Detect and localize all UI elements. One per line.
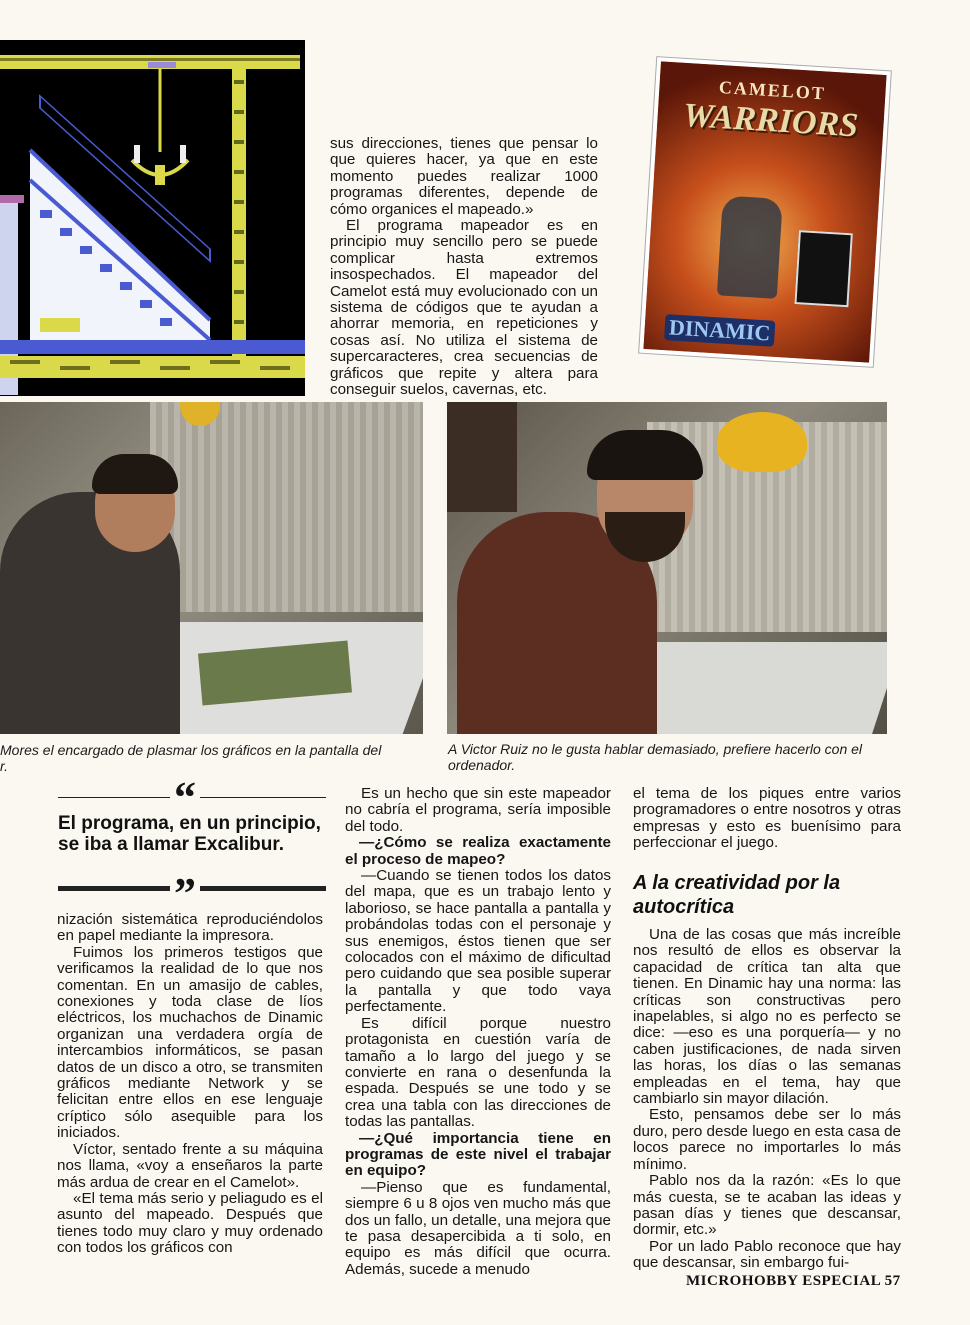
paragraph: «El tema más serio y peliagudo es el asunto del mapeado. Después que tienes todo muy claro y muy ordenado con todos los gráficos con — [57, 1189, 323, 1257]
paragraph: Víctor, sentado frente a su máquina nos llama, «voy a enseñaros la parte más ardua de crear en el Camelot». — [57, 1140, 323, 1191]
game-screenshot — [0, 40, 305, 396]
paragraph: Es un hecho que sin este mapeador no cabría el programa, sería imposible del todo. — [345, 785, 611, 835]
top-text-column — [330, 136, 598, 399]
game-screen-graphic — [0, 40, 305, 396]
paragraph: Una de las cosas que más increíble nos resultó de ellos es observar la capacidad de crítica tan alta que tienen. En Dinamic hay una norma: las críticas son constructivas pero inapelables, si algo no es perfecto se dice: —eso es una porquería— y no caben justificaciones, de nada sirven las horas, los días o las semanas empleadas en el tema, hay que cambiarlo sin mayor dilación. — [633, 926, 901, 1108]
interview-question: —¿Cómo se realiza exactamente el proceso de mapeo? — [345, 834, 611, 868]
paragraph: —Pienso que es fundamental, siempre 6 u 8 ojos ven mucho más que dos un fallo, un detalle, una mejora que te pasa desapercibida a ti solo, en equipo es más difícil que ocurra. Además, sucede a menudo — [345, 1178, 611, 1278]
column-2 — [345, 786, 611, 1278]
caption-left: Mores el encargado de plasmar los gráficos en la pantalla del r. — [0, 742, 382, 774]
game-cover — [643, 61, 886, 362]
column-1 — [57, 912, 323, 1257]
page-footer — [686, 1273, 901, 1290]
page-number: 57 — [884, 1273, 901, 1289]
cover-publisher: DINAMIC — [664, 314, 775, 347]
magazine-name: MICROHOBBY ESPECIAL — [686, 1273, 881, 1289]
pull-quote-open-mark: “ — [170, 776, 200, 820]
photo-victor — [447, 402, 887, 734]
cover-title-main: WARRIORS — [682, 96, 860, 145]
cover-title-top: CAMELOT — [718, 76, 827, 104]
caption-right: A Victor Ruiz no le gusta hablar demasiado, prefiere hacerlo con el ordenador. — [448, 741, 863, 773]
lamp — [717, 412, 807, 472]
paragraph: el tema de los piques entre varios programadores o entre nosotros y otras empresas y esto es buenísimo para perfeccionar el juego. — [633, 785, 901, 852]
pull-quote-close-mark: ” — [170, 872, 200, 916]
column-3-body — [633, 927, 901, 1272]
curtain — [150, 402, 423, 612]
interview-question: —¿Qué importancia tiene en programas de este nivel el trabajar en equipo? — [345, 1129, 611, 1180]
paragraph: Pablo nos da la razón: «Es lo que más cuesta, se te acaban las ideas y pasan días y tienes que descansar, dormir, etc.» — [633, 1172, 901, 1239]
paragraph: Esto, pensamos debe ser lo más duro, pero desde luego en esta casa de locos parece no importarles lo más mínimo. — [633, 1106, 901, 1173]
paragraph: Por un lado Pablo reconoce que hay que descansar, sin embargo fui- — [633, 1237, 901, 1272]
cover-figure — [717, 195, 783, 298]
column-3 — [633, 786, 901, 852]
paragraph: —Cuando se tienen todos los datos del mapa, que es un trabajo lento y laborioso, se hace pantalla a pantalla y probándolas todas con el personaje y sus enemigos, éstos tienen que ser colocados con el máximo de dificultad pero cuidando que sea posible superar la pantalla y que todo vaya perfectamente. — [345, 867, 611, 1016]
photo-artist — [0, 402, 423, 734]
section-heading: A la creatividad por la autocrítica — [633, 872, 841, 918]
paragraph: Fuimos los primeros testigos que verificamos la realidad de lo que nos comentan. En un amasijo de cables, conexiones y toda clase de líos eléctricos, los muchachos de Dinamic organizan una verdadera orgía de intercambios informáticos, se pasan datos de un disco a otro, se transmiten gráficos mediante Network y se felicitan entre ellos en ese lenguaje críptico sólo asequible para los iniciados. — [57, 943, 323, 1142]
paragraph: nización sistemática reproduciéndolos en papel mediante la impresora. — [57, 911, 323, 945]
pull-quote-text: El programa, en un principio, se iba a llamar Excalibur. — [58, 813, 321, 855]
shelf — [447, 402, 517, 512]
paragraph: sus direcciones, tienes que pensar lo que quieres hacer, ya que en este momento puedes realizar 1000 programas diferentes, depende de cómo organices el mapeado.» — [330, 135, 598, 218]
cover-screens — [794, 230, 852, 307]
paragraph: Es difícil porque nuestro protagonista en cuestión varía de tamaño a lo largo del juego y se convierte en rana o desenfunda la espada. Después se une todo y se crea una tabla con las direcciones de todas las pantallas. — [345, 1014, 611, 1131]
paragraph: El programa mapeador es en principio muy sencillo pero se puede complicar hasta extremos insospechados. El mapeador del Camelot está muy evolucionado con un sistema de códigos que te ayudan a ahorrar memoria, en repeticiones y cosas así. No utiliza el sistema de supercaracteres, crea secuencias de gráficos que repite y altera para conseguir suelos, cavernas, etc. — [330, 217, 598, 399]
